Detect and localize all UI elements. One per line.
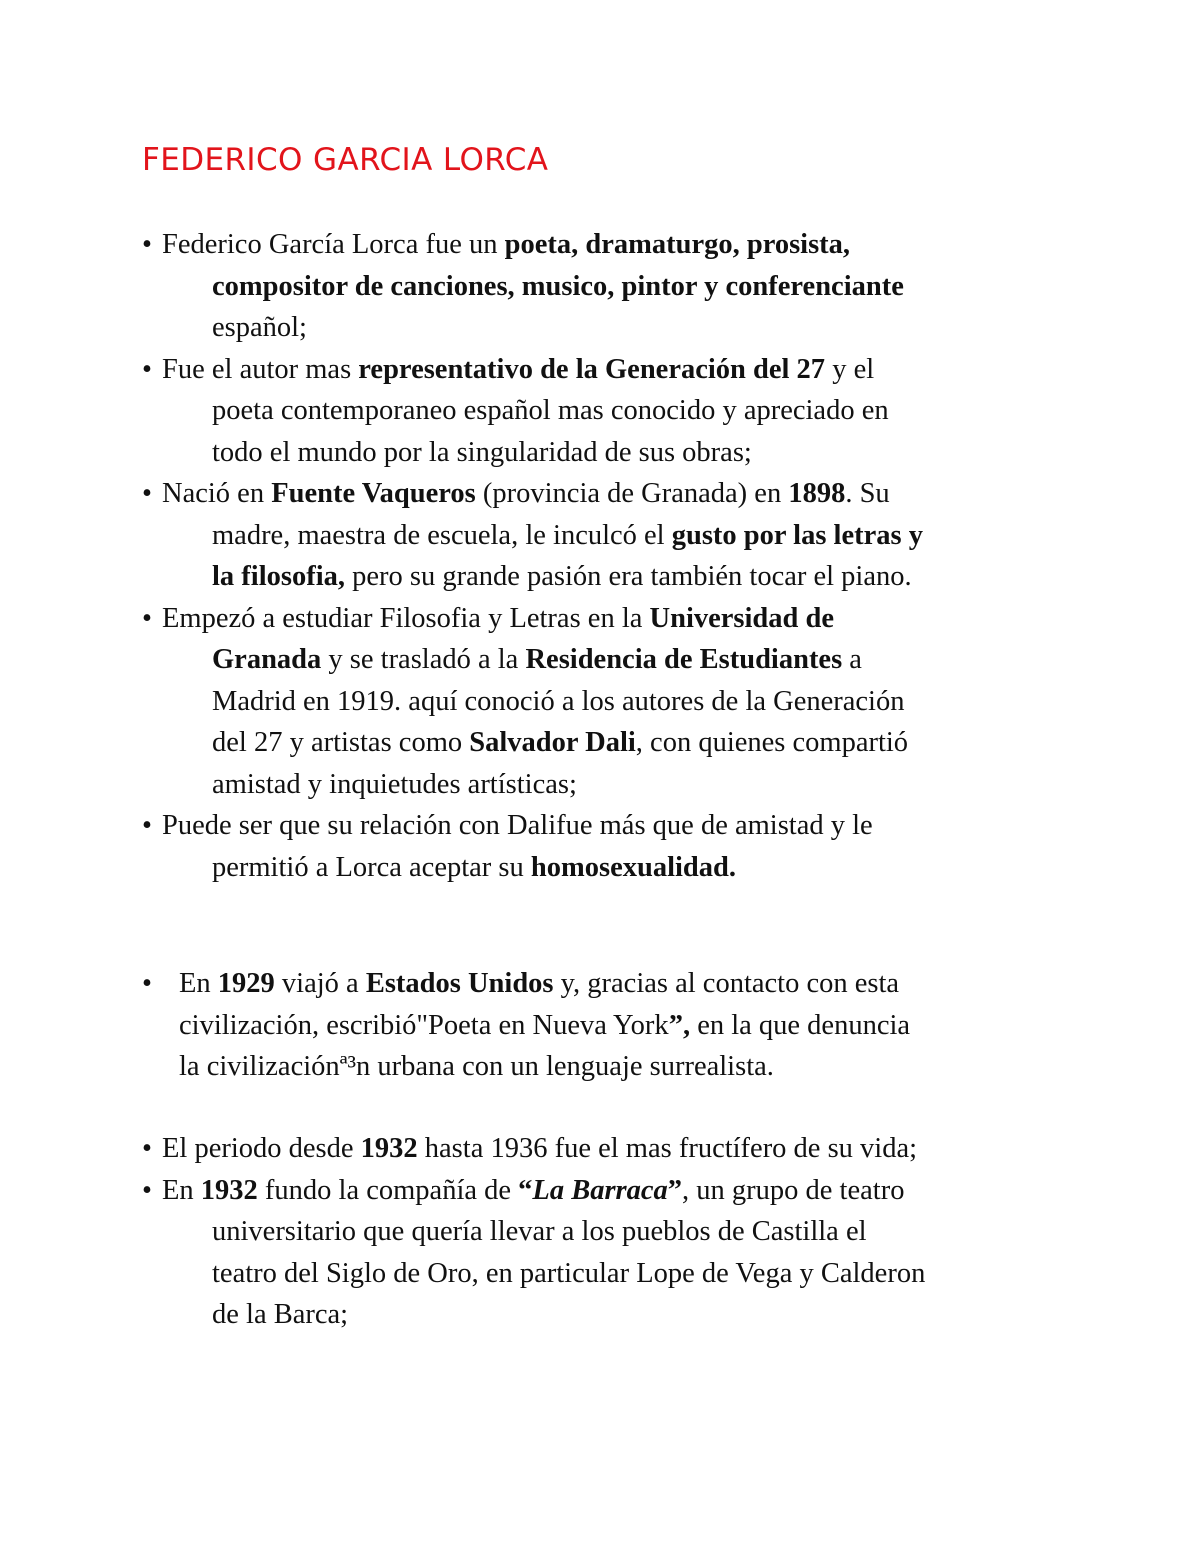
text-segment: y el bbox=[825, 353, 875, 385]
text-segment: (provincia de Granada) en bbox=[475, 478, 789, 509]
text-segment: madre, maestra de escuela, le inculcó el bbox=[212, 519, 672, 551]
bullet-icon: • bbox=[142, 810, 152, 841]
text-segment: universitario que quería llevar a los pueblos de Castilla el bbox=[212, 1216, 867, 1247]
bullet-icon: • bbox=[142, 968, 152, 999]
text-segment: y, gracias al contacto con esta bbox=[553, 968, 900, 999]
text-segment: homosexualidad. bbox=[530, 851, 736, 883]
bullet-icon: • bbox=[142, 229, 152, 260]
text-segment: Universidad de bbox=[649, 602, 835, 634]
bullet-icon: • bbox=[142, 602, 152, 634]
list-item bbox=[142, 473, 1142, 598]
text-segment: teatro del Siglo de Oro, en particular Lope de Vega y Calderon bbox=[212, 1257, 926, 1289]
text-segment: civilización, escribió"Poeta en Nueva York bbox=[179, 1009, 669, 1041]
text-segment: y se trasladó a la bbox=[321, 644, 526, 675]
text-segment: Salvador Dali bbox=[469, 727, 636, 758]
text-segment: la civilizaciónª³n urbana con un lenguaje surrealista. bbox=[179, 1051, 774, 1082]
text-segment: ” bbox=[667, 1174, 683, 1206]
text-segment: compositor de canciones, musico, pintor y conferenciante bbox=[212, 270, 904, 302]
text-segment: Granada bbox=[212, 644, 322, 675]
text-segment: Fuente Vaqueros bbox=[271, 478, 476, 509]
text-segment: poeta, dramaturgo, prosista, bbox=[504, 229, 851, 260]
text-segment: viajó a bbox=[274, 968, 366, 999]
text-segment: español; bbox=[212, 312, 307, 343]
text-segment: 1932 bbox=[360, 1133, 418, 1164]
list-item bbox=[142, 963, 1142, 1088]
text-segment: del 27 y artistas como bbox=[212, 727, 470, 758]
text-segment: Nació en bbox=[162, 478, 272, 509]
text-segment: , un grupo de teatro bbox=[682, 1174, 905, 1206]
bullet-icon: • bbox=[142, 1133, 152, 1164]
text-segment: la filosofia, bbox=[212, 561, 345, 592]
bullet-list-biography bbox=[142, 224, 1142, 888]
text-segment: pero su grande pasión era también tocar el piano. bbox=[345, 561, 912, 592]
text-segment: ”, bbox=[668, 1009, 691, 1041]
bullet-list-la-barraca bbox=[142, 1128, 1142, 1336]
bullet-list-usa-trip bbox=[142, 963, 1142, 1088]
text-segment: Madrid en 1919. aquí conoció a los autores de la Generación bbox=[212, 685, 905, 717]
text-segment: hasta 1936 fue el mas fructífero de su vida; bbox=[417, 1133, 918, 1164]
list-item bbox=[142, 1128, 1142, 1170]
list-item bbox=[142, 349, 1142, 474]
text-segment: a bbox=[842, 644, 862, 675]
text-segment: 1932 bbox=[200, 1174, 258, 1206]
text-segment: amistad y inquietudes artísticas; bbox=[212, 768, 577, 800]
text-segment: Residencia de Estudiantes bbox=[525, 644, 843, 675]
text-segment: 1898 bbox=[788, 478, 846, 509]
text-segment: . Su bbox=[845, 478, 890, 509]
text-segment: La Barraca bbox=[532, 1174, 668, 1206]
text-segment: En bbox=[162, 1174, 201, 1206]
list-item bbox=[142, 805, 1142, 888]
list-item bbox=[142, 598, 1142, 806]
text-segment: Estados Unidos bbox=[365, 968, 554, 999]
text-segment: todo el mundo por la singularidad de sus obras; bbox=[212, 436, 752, 468]
text-segment: Fue el autor mas bbox=[162, 353, 352, 385]
text-segment: fundo la compañía de bbox=[257, 1174, 519, 1206]
text-segment: , con quienes compartió bbox=[635, 727, 909, 758]
text-segment: “ bbox=[518, 1174, 533, 1206]
text-segment: permitió a Lorca aceptar su bbox=[212, 851, 531, 883]
text-segment: representativo de la Generación del 27 bbox=[351, 353, 826, 385]
text-segment: Puede ser que su relación con Dalifue más que de amistad y le bbox=[162, 810, 873, 841]
text-segment: en la que denuncia bbox=[690, 1009, 911, 1041]
text-segment: poeta contemporaneo español mas conocido y apreciado en bbox=[212, 395, 889, 426]
list-item bbox=[142, 1170, 1142, 1336]
page-title: FEDERICO GARCIA LORCA bbox=[142, 142, 549, 178]
list-item bbox=[142, 224, 1142, 349]
text-segment: Empezó a estudiar Filosofia y Letras en la bbox=[162, 602, 650, 634]
bullet-icon: • bbox=[142, 353, 152, 385]
bullet-icon: • bbox=[142, 1174, 152, 1206]
text-segment: El periodo desde bbox=[162, 1133, 361, 1164]
bullet-icon: • bbox=[142, 478, 152, 509]
text-segment: 1929 bbox=[217, 968, 275, 999]
text-segment: gusto por las letras y bbox=[671, 519, 923, 551]
text-segment: En bbox=[179, 968, 218, 999]
text-segment: Federico García Lorca fue un bbox=[162, 229, 505, 260]
text-segment: de la Barca; bbox=[212, 1299, 349, 1330]
